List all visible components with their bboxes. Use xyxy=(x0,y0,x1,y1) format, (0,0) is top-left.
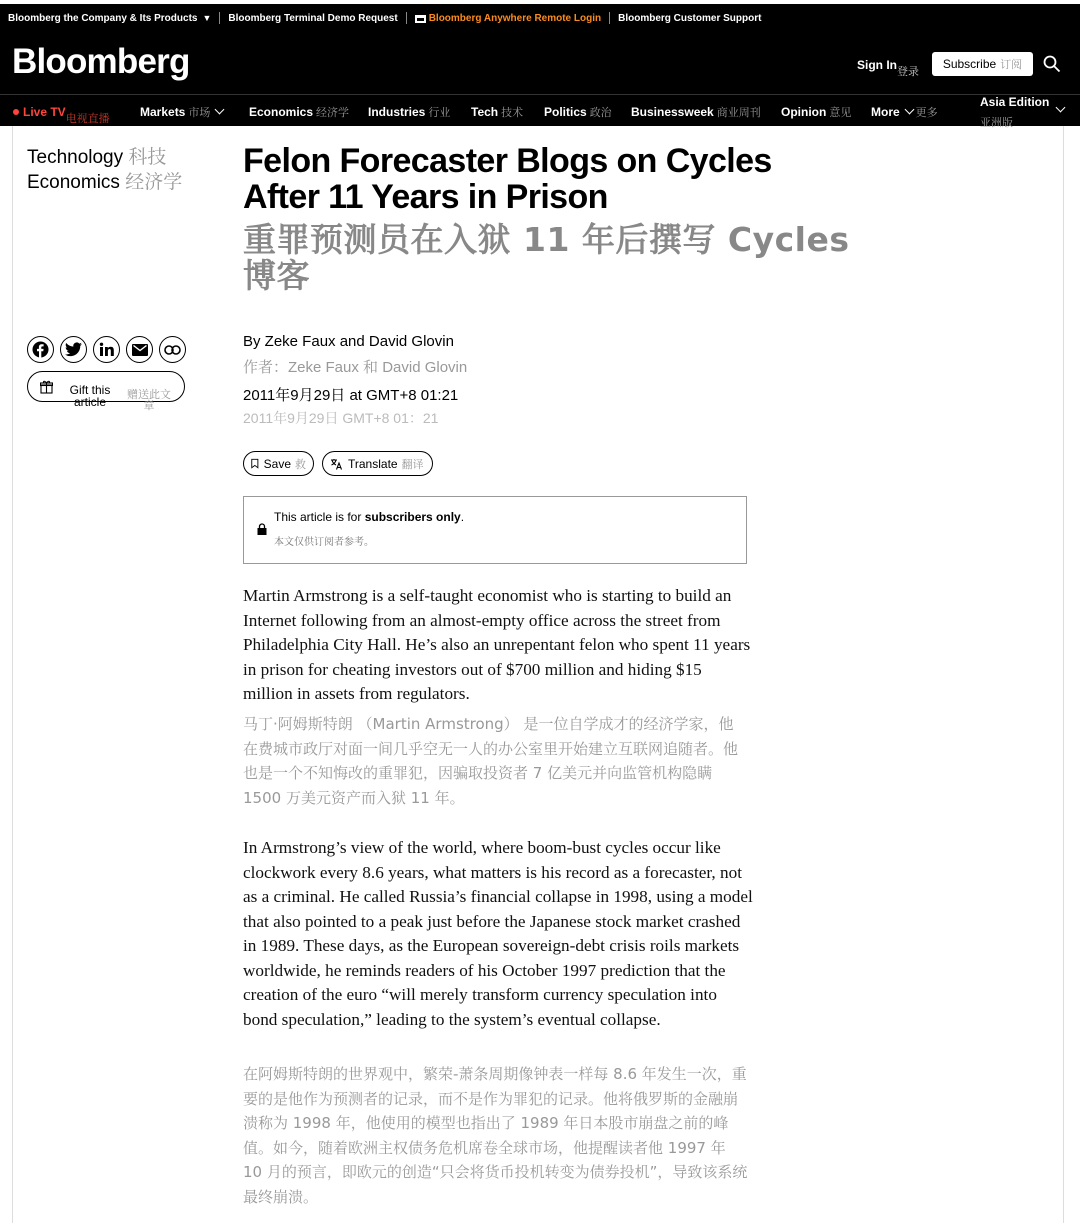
nav-label-zh: 经济学 xyxy=(316,107,350,119)
main-nav xyxy=(0,94,1080,129)
nav-label: Tech xyxy=(471,105,499,119)
category-label: Technology xyxy=(27,147,124,168)
content-border-left xyxy=(12,126,13,1223)
chevron-down-icon[interactable] xyxy=(1056,103,1066,113)
subscriber-notice-text-zh: 本文仅供订阅者参考。 xyxy=(274,537,374,548)
nav-label: More xyxy=(871,105,900,119)
nav-label-zh: 更多 xyxy=(915,107,938,119)
save-label: Save xyxy=(263,456,291,471)
save-label-zh: 救 xyxy=(295,458,306,471)
facebook-icon xyxy=(32,341,49,358)
nav-industries[interactable] xyxy=(368,104,450,120)
nav-markets[interactable] xyxy=(140,104,223,120)
subscriber-notice-text xyxy=(274,510,464,524)
terminal-demo-link[interactable]: Bloomberg Terminal Demo Request xyxy=(228,12,398,24)
category-technology[interactable] xyxy=(27,145,187,170)
nav-label: Live TV xyxy=(23,105,66,119)
customer-support-link[interactable]: Bloomberg Customer Support xyxy=(618,12,762,24)
divider xyxy=(406,12,407,24)
edition-label: Asia Edition xyxy=(980,95,1050,109)
publish-date: 2011年9月29日 at GMT+8 01:21 xyxy=(243,387,459,404)
twitter-icon xyxy=(65,342,82,357)
translate-icon xyxy=(330,458,343,470)
nav-label: Industries xyxy=(368,105,426,119)
subscribe-label: Subscribe xyxy=(942,57,997,71)
notice-text-post: . xyxy=(460,510,465,524)
facebook-share-button[interactable] xyxy=(27,336,54,363)
category-label: Economics xyxy=(27,172,120,193)
divider xyxy=(609,12,610,24)
nav-label-zh: 技术 xyxy=(501,107,524,119)
byline: By Zeke Faux and David Glovin xyxy=(243,333,454,350)
nav-label-zh: 商业周刊 xyxy=(716,107,761,119)
category-economics[interactable] xyxy=(27,170,187,195)
share-buttons xyxy=(27,336,186,363)
search-icon[interactable] xyxy=(1043,55,1061,73)
category-label-zh: 经济学 xyxy=(125,172,183,193)
sign-in-label: Sign In xyxy=(857,58,897,72)
nav-label-zh: 市场 xyxy=(188,107,211,119)
nav-label: Politics xyxy=(544,105,587,119)
byline-zh: 作者：Zeke Faux 和 David Glovin xyxy=(243,359,468,376)
nav-label-zh: 电视直播 xyxy=(65,113,110,125)
copy-link-button[interactable] xyxy=(159,336,186,363)
translate-label-zh: 翻译 xyxy=(401,458,424,471)
nav-opinion[interactable] xyxy=(781,104,851,120)
headline-zh: 重罪预测员在入狱 11 年后撰写 Cycles 博客 xyxy=(243,220,850,295)
subscribe-label-zh: 订阅 xyxy=(1000,59,1023,71)
article-paragraph: Martin Armstrong is a self-taught economist who is starting to build an Internet following from an almost-empty office across the street from Philadelphia City Hall. He’s also an unrepentant felon who spent 11 years in prison for cheating investors out of $700 million and hiding $15 million in assets from regulators. xyxy=(243,586,751,703)
subscriber-notice xyxy=(243,496,747,564)
divider xyxy=(219,12,220,24)
utility-bar xyxy=(0,0,1080,34)
nav-live-tv[interactable] xyxy=(13,104,110,125)
article-paragraph-zh: 马丁·阿姆斯特朗 （Martin Armstrong） 是一位自学成才的经济学家，他在费城市政厅对面一间几乎空无一人的办公室里开始建立互联网追随者。他也是一个不知悔改的重罪犯，因骗取投资者 7 亿美元并向监管机构隐瞒 1500 万美元资产而入狱 11 年。 xyxy=(243,715,739,807)
chevron-down-icon xyxy=(215,105,225,115)
article-paragraph: In Armstrong’s view of the world, where boom-bust cycles occur like clockwork every 8.6 years, what matters is his record as a forecaster, not as a criminal. He called Russia’s financial collapse in 1998, using a model that also pointed to a peak just before the Japanese stock market crashed in 1989. These days, as the European sovereign-debt crisis roils markets worldwide, he reminds readers of his October 1997 prediction that the creation of the euro “will merely transform currency speculation into bond speculation,” leading to the system’s eventual collapse. xyxy=(243,838,753,1029)
chevron-down-icon: ▼ xyxy=(202,12,212,23)
linkedin-share-button[interactable] xyxy=(93,336,120,363)
link-icon xyxy=(164,345,181,355)
gift-icon xyxy=(40,380,53,394)
anywhere-login-link[interactable]: Bloomberg Anywhere Remote Login xyxy=(428,12,602,24)
nav-label-zh: 行业 xyxy=(428,107,451,119)
lock-icon xyxy=(257,523,267,535)
email-share-button[interactable] xyxy=(126,336,153,363)
terminal-icon xyxy=(415,15,426,23)
sign-in-link[interactable] xyxy=(857,57,919,78)
article-paragraph-zh: 在阿姆斯特朗的世界观中，繁荣-萧条周期像钟表一样每 8.6 年发生一次，重要的是他作为预测者的记录，而不是作为罪犯的记录。他将俄罗斯的金融崩溃称为 1998 年，他使用的模型也指出了 1989 年日本股市崩盘之前的峰值。如今，随着欧洲主权债务危机席卷全球市场，他提醒读者他 1997 年 10 月的预言，即欧元的创造“只会将货币投机转变为债券投机”，导致该系统最终崩溃。 xyxy=(243,1065,748,1206)
subscribe-button[interactable] xyxy=(932,52,1033,76)
gift-label: Gift this article xyxy=(69,383,111,409)
masthead xyxy=(0,34,1080,94)
nav-label-zh: 意见 xyxy=(829,107,852,119)
content-border-right xyxy=(1063,126,1064,1223)
publish-date-zh: 2011年9月29日 GMT+8 01：21 xyxy=(243,410,439,426)
notice-text-pre: This article is for xyxy=(274,510,365,524)
nav-label: Economics xyxy=(249,105,314,119)
gift-label-zh: 赠送此文章 xyxy=(127,389,171,412)
nav-tech[interactable] xyxy=(471,104,523,120)
nav-politics[interactable] xyxy=(544,104,612,120)
nav-label: Businessweek xyxy=(631,105,714,119)
mail-icon xyxy=(132,344,148,356)
notice-text-bold: subscribers only xyxy=(364,510,461,524)
nav-label: Opinion xyxy=(781,105,827,119)
save-button[interactable] xyxy=(243,451,314,476)
gift-article-button[interactable] xyxy=(27,371,185,412)
bookmark-icon xyxy=(251,457,259,470)
nav-label-zh: 政治 xyxy=(589,107,612,119)
category-rail xyxy=(27,145,187,195)
chevron-down-icon xyxy=(904,105,914,115)
bloomberg-logo[interactable]: Bloomberg xyxy=(12,42,190,81)
category-label-zh: 科技 xyxy=(128,147,167,168)
nav-label: Markets xyxy=(140,105,186,119)
nav-businessweek[interactable] xyxy=(631,104,761,120)
linkedin-icon xyxy=(99,342,114,357)
headline: Felon Forecaster Blogs on Cycles After 11 Years in Prison xyxy=(243,142,772,216)
twitter-share-button[interactable] xyxy=(60,336,87,363)
edition-selector[interactable] xyxy=(980,95,1049,130)
translate-button[interactable] xyxy=(322,451,433,476)
edition-label-zh: 亚洲版 xyxy=(980,117,1013,129)
company-products-link[interactable] xyxy=(8,13,211,24)
nav-economics[interactable] xyxy=(249,104,349,120)
company-products-label: Bloomberg the Company & Its Products xyxy=(8,12,198,24)
nav-more[interactable] xyxy=(871,104,938,120)
live-dot-icon xyxy=(13,109,19,115)
translate-label: Translate xyxy=(348,456,398,471)
sign-in-label-zh: 登录 xyxy=(897,66,919,78)
